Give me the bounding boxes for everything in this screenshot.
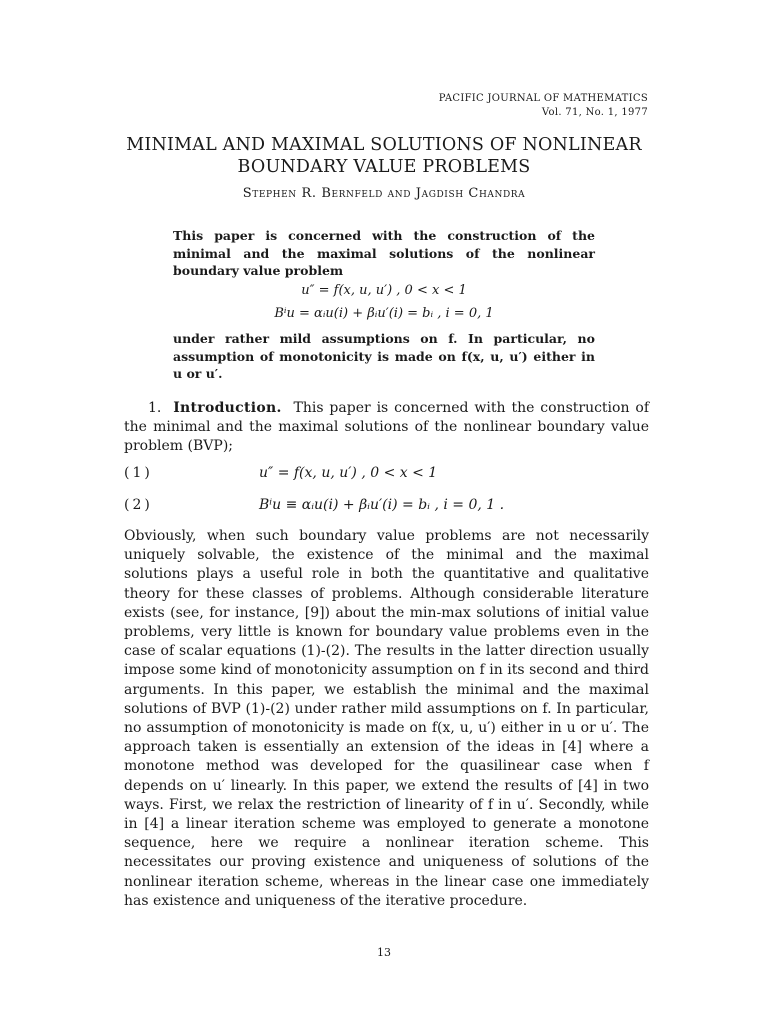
paper-title <box>110 134 658 178</box>
section-heading: Introduction. <box>173 400 282 416</box>
journal-header <box>439 92 648 120</box>
section-intro-paragraph <box>124 399 649 457</box>
page-number: 13 <box>377 946 391 959</box>
journal-name: PACIFIC JOURNAL OF MATHEMATICS <box>438 93 648 104</box>
journal-volume: Vol. 71, No. 1, 1977 <box>541 107 648 118</box>
equation-row <box>124 497 649 517</box>
title-line-1: MINIMAL AND MAXIMAL SOLUTIONS OF NONLINEAR <box>126 135 642 155</box>
abstract-equation-1: u″ = f(x, u, u′) , 0 < x < 1 <box>301 283 467 298</box>
section-number: 1. <box>148 400 162 416</box>
abstract-conclusion: under rather mild assumptions on f. In particular, no assumption of monotonicity is made on f(x, u, u′) either in u or u′. <box>173 331 595 381</box>
equation-body: u″ = f(x, u, u′) , 0 < x < 1 <box>259 465 438 481</box>
body-paragraph: Obviously, when such boundary value problems are not necessarily uniquely solvable, the existence of the minimal and the maximal solutions plays a useful role in both the quantitative and qualitative theory for these classes of problems. Although considerable literature exists (see, for instance, [9]) about the min-max solutions of initial value problems, very little is known for boundary value problems even in the case of scalar equations (1)-(2). The results in the latter direction usually impose some kind of monotonicity assumption on f in its second and third arguments. In this paper, we establish the minimal and the maximal solutions of BVP (1)-(2) under rather mild assumptions on f. In particular, no assumption of monotonicity is made on f(x, u, u′) either in u or u′. The approach taken is essentially an extension of the ideas in [4] where a monotone method was developed for the quasilinear case when f depends on u′ linearly. In this paper, we extend the results of [4] in two ways. First, we relax the restriction of linearity of f in u′. Secondly, while in [4] a linear iteration scheme was employed to generate a monotone sequence, here we require a nonlinear iteration scheme. This necessitates our proving existence and uniqueness of solutions of the nonlinear iteration scheme, whereas in the linear case one immediately has existence and uniqueness of the iterative procedure. <box>124 528 649 909</box>
equation-body: Bⁱu ≡ αᵢu(i) + βᵢu′(i) = bᵢ , i = 0, 1 . <box>259 497 505 513</box>
equation-label: (2) <box>124 497 153 513</box>
section-intro-text: This paper is concerned with the construction of the minimal and the maximal solutions of the nonlinear boundary value problem (BVP); <box>124 400 649 455</box>
abstract-intro: This paper is concerned with the construction of the minimal and the maximal solutions of the nonlinear boundary value problem <box>173 228 595 278</box>
equation-label: (1) <box>124 465 153 481</box>
paper-authors: Stephen R. Bernfeld and Jagdish Chandra <box>242 186 526 201</box>
equation-row <box>124 465 649 485</box>
title-line-2: BOUNDARY VALUE PROBLEMS <box>237 157 531 177</box>
abstract-equation-2: Bⁱu = αᵢu(i) + βᵢu′(i) = bᵢ , i = 0, 1 <box>274 306 494 321</box>
